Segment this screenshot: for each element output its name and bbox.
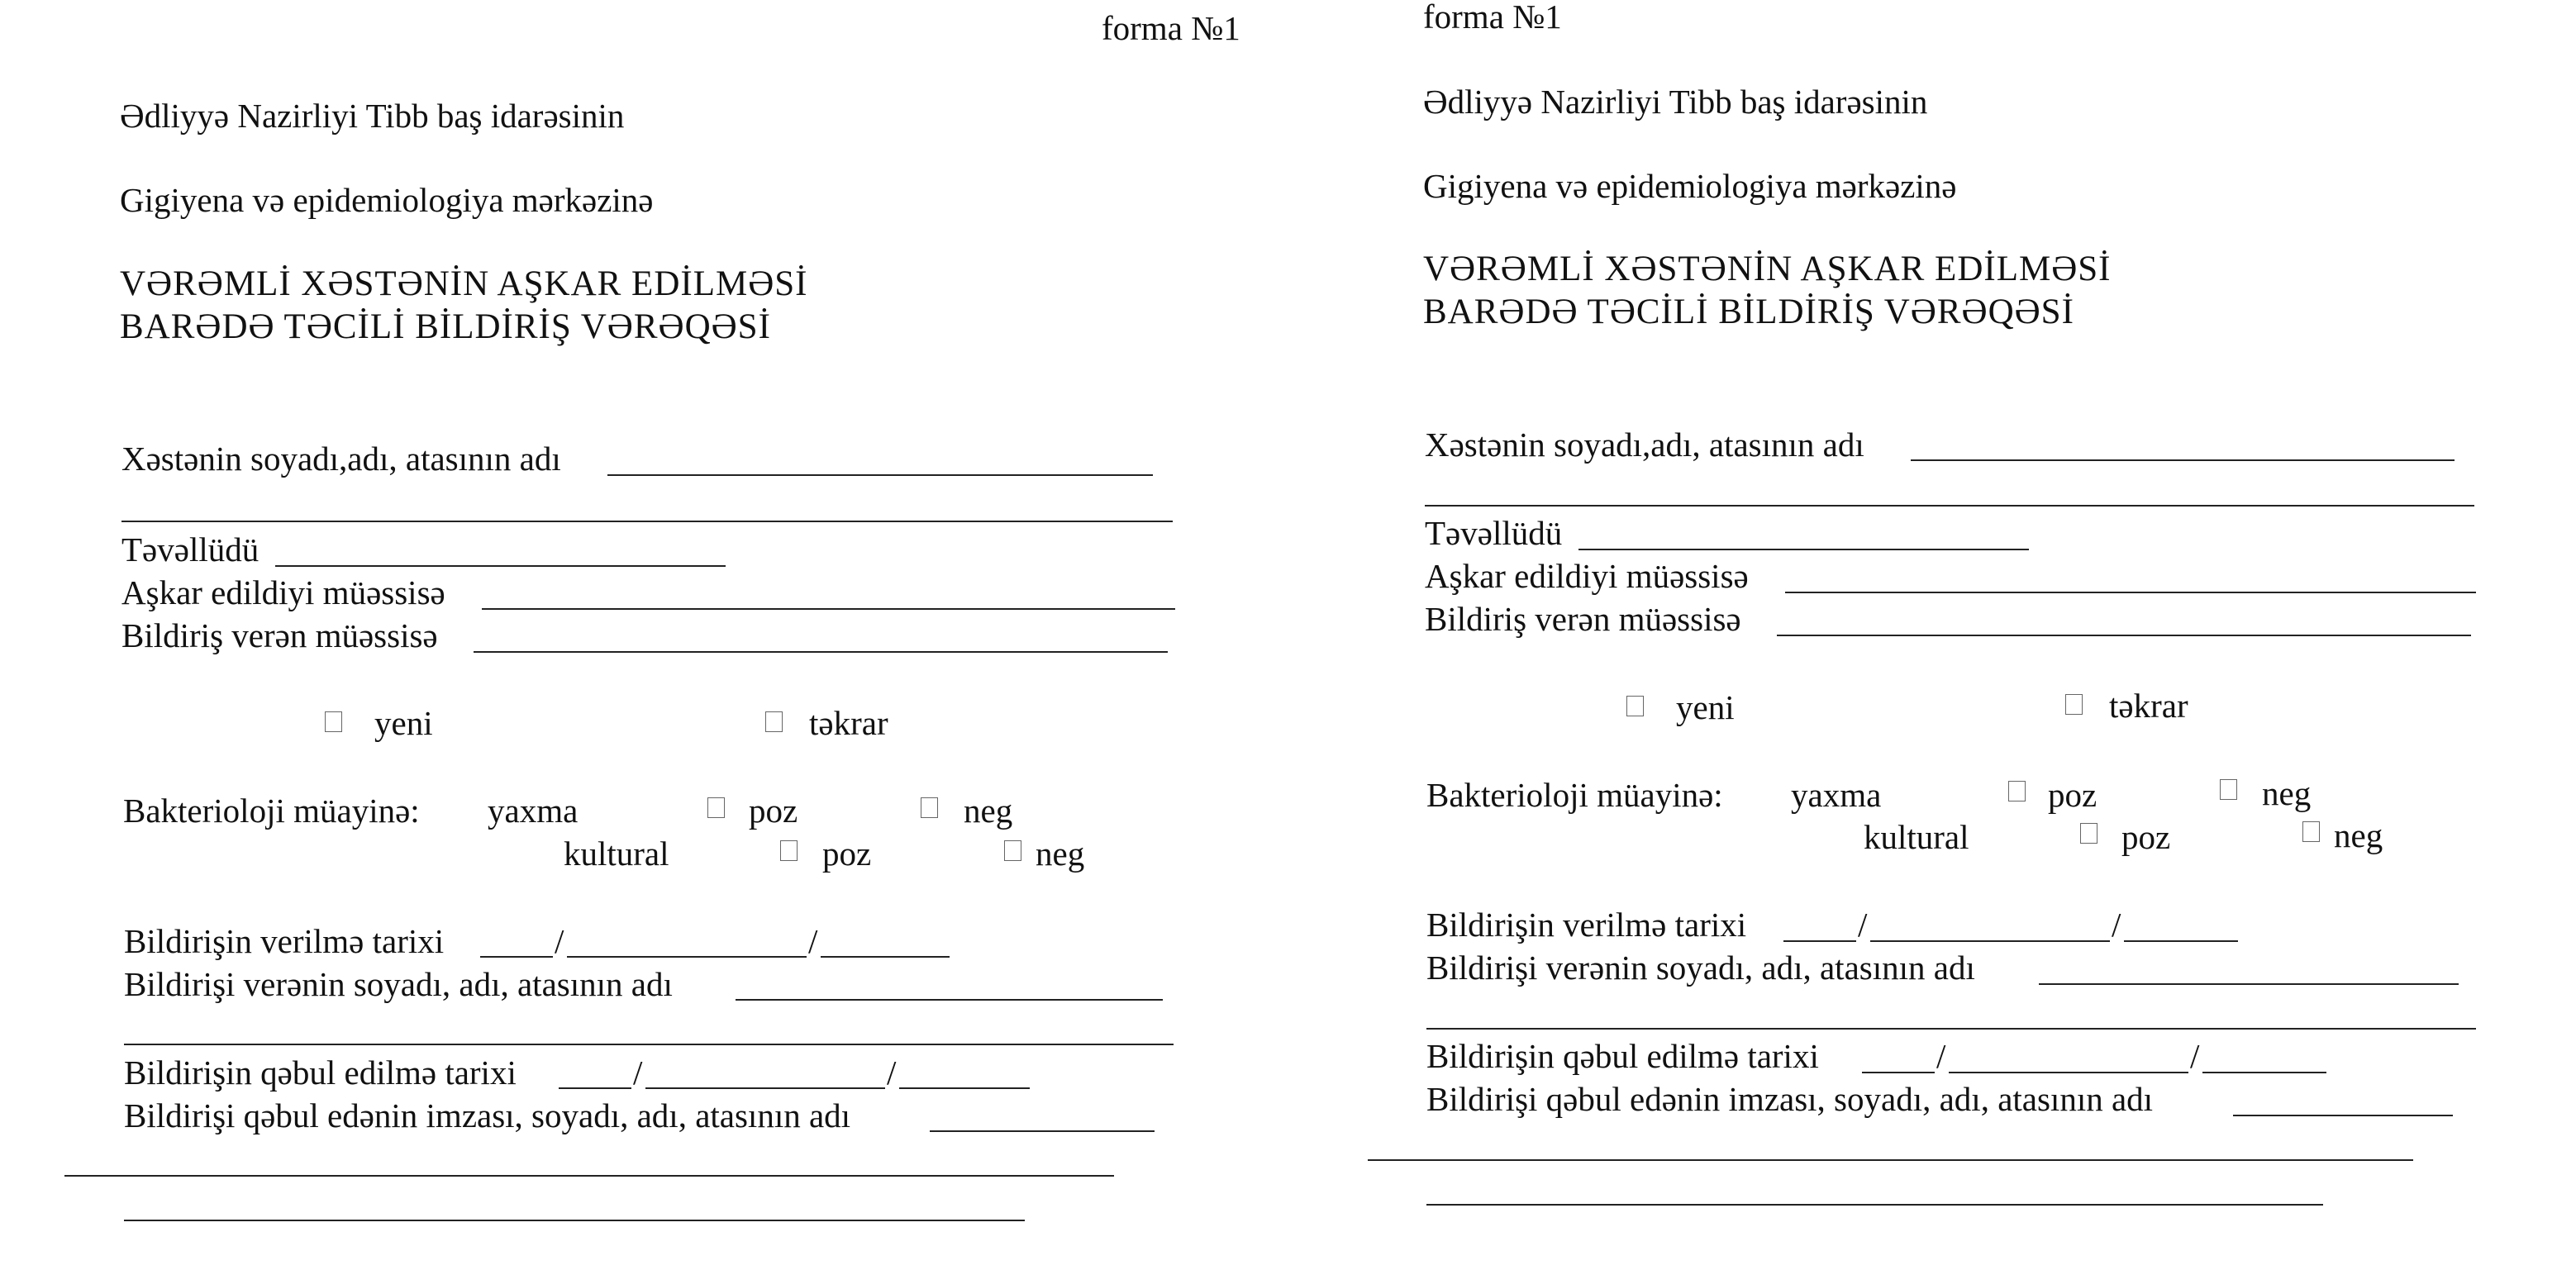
birth-year-label: Təvəllüdü — [121, 530, 260, 568]
detected-institution-label: Aşkar edildiyi müəssisə — [121, 573, 445, 611]
receiver-signature-label: Bildirişi qəbul edənin imzası, soyadı, adı, atasının adı — [124, 1096, 851, 1134]
organization-line-2: Gigiyena və epidemiologiya mərkəzinə — [1423, 167, 1957, 205]
date-separator: / — [633, 1054, 643, 1092]
smear-positive-checkbox[interactable] — [2008, 781, 2026, 801]
form-number-label: forma №1 — [1102, 9, 1240, 47]
smear-label: yaxma — [1791, 776, 1882, 814]
report-date-month-field[interactable] — [1870, 940, 2110, 942]
smear-negative-checkbox[interactable] — [921, 797, 938, 818]
form-title-line-2: BARƏDƏ TƏCİLİ BİLDİRİŞ VƏRƏQƏSİ — [1423, 293, 2074, 331]
case-repeat-label: təkrar — [809, 704, 888, 742]
report-date-year-field[interactable] — [821, 956, 950, 958]
culture-label: kultural — [564, 835, 669, 873]
receiver-signature-field-line-3[interactable] — [1426, 1204, 2323, 1206]
patient-name-field[interactable] — [607, 474, 1153, 476]
patient-name-label: Xəstənin soyadı,adı, atasının adı — [121, 440, 561, 478]
culture-label: kultural — [1864, 818, 1969, 856]
culture-negative-checkbox[interactable] — [2302, 821, 2320, 842]
date-separator: / — [2112, 906, 2121, 944]
smear-negative-checkbox[interactable] — [2220, 779, 2237, 800]
culture-positive-checkbox[interactable] — [2080, 823, 2097, 844]
receiver-signature-label: Bildirişi qəbul edənin imzası, soyadı, adı, atasının adı — [1426, 1080, 2154, 1118]
patient-name-field-line-2[interactable] — [1425, 505, 2474, 507]
reporting-institution-field[interactable] — [1777, 635, 2471, 636]
case-new-label: yeni — [374, 704, 433, 742]
birth-year-field[interactable] — [1578, 549, 2029, 550]
receiver-signature-field-line-3[interactable] — [124, 1220, 1025, 1221]
organization-line-1: Ədliyyə Nazirliyi Tibb baş idarəsinin — [120, 97, 625, 135]
case-repeat-checkbox[interactable] — [2065, 694, 2083, 715]
reporting-institution-label: Bildiriş verən müəssisə — [121, 616, 438, 654]
report-date-day-field[interactable] — [480, 956, 553, 958]
receipt-date-year-field[interactable] — [899, 1087, 1030, 1089]
receiver-signature-field-line-2[interactable] — [64, 1175, 1114, 1177]
receipt-date-month-field[interactable] — [1949, 1072, 2188, 1073]
birth-year-field[interactable] — [275, 565, 726, 567]
notification-form-right — [1306, 0, 2576, 1270]
receipt-date-day-field[interactable] — [1862, 1072, 1935, 1073]
receiver-signature-field-line-2[interactable] — [1368, 1159, 2413, 1161]
receipt-date-day-field[interactable] — [559, 1087, 631, 1089]
form-title-line-1: VƏRƏMLİ XƏSTƏNİN AŞKAR EDİLMƏSİ — [1423, 250, 2112, 288]
reporter-name-label: Bildirişi verənin soyadı, adı, atasının adı — [1426, 949, 1975, 987]
reporter-name-field-line-2[interactable] — [124, 1044, 1174, 1045]
receipt-date-label: Bildirişin qəbul edilmə tarixi — [124, 1054, 517, 1092]
culture-negative-label: neg — [1036, 835, 1085, 873]
date-separator: / — [1936, 1037, 1946, 1075]
smear-negative-label: neg — [964, 792, 1013, 830]
report-date-year-field[interactable] — [2124, 940, 2238, 942]
smear-positive-checkbox[interactable] — [707, 797, 725, 818]
date-separator: / — [2190, 1037, 2200, 1075]
form-title-line-2: BARƏDƏ TƏCİLİ BİLDİRİŞ VƏRƏQƏSİ — [120, 307, 771, 346]
culture-negative-checkbox[interactable] — [1004, 840, 1021, 861]
report-date-day-field[interactable] — [1783, 940, 1856, 942]
case-new-checkbox[interactable] — [325, 711, 342, 732]
detected-institution-field[interactable] — [482, 608, 1175, 610]
date-separator: / — [1858, 906, 1868, 944]
patient-name-label: Xəstənin soyadı,adı, atasının adı — [1425, 426, 1864, 464]
culture-positive-label: poz — [2121, 818, 2171, 856]
report-date-label: Bildirişin verilmə tarixi — [124, 922, 445, 960]
date-separator: / — [555, 922, 564, 960]
detected-institution-field[interactable] — [1785, 592, 2476, 593]
case-new-label: yeni — [1676, 688, 1735, 726]
patient-name-field-line-2[interactable] — [121, 521, 1173, 522]
receipt-date-month-field[interactable] — [645, 1087, 885, 1089]
culture-negative-label: neg — [2334, 816, 2383, 854]
receiver-signature-field[interactable] — [2233, 1115, 2453, 1116]
bacteriological-exam-label: Bakterioloji müayinə: — [123, 792, 420, 830]
case-repeat-checkbox[interactable] — [765, 711, 783, 732]
date-separator: / — [887, 1054, 897, 1092]
bacteriological-exam-label: Bakterioloji müayinə: — [1426, 776, 1723, 814]
reporter-name-field-line-2[interactable] — [1426, 1028, 2476, 1030]
smear-positive-label: poz — [749, 792, 798, 830]
receipt-date-label: Bildirişin qəbul edilmə tarixi — [1426, 1037, 1819, 1075]
form-number-label: forma №1 — [1423, 0, 1562, 36]
detected-institution-label: Aşkar edildiyi müəssisə — [1425, 557, 1749, 595]
reporting-institution-field[interactable] — [474, 651, 1168, 653]
form-title-line-1: VƏRƏMLİ XƏSTƏNİN AŞKAR EDİLMƏSİ — [120, 264, 808, 303]
receipt-date-year-field[interactable] — [2202, 1072, 2326, 1073]
smear-negative-label: neg — [2262, 774, 2312, 812]
organization-line-1: Ədliyyə Nazirliyi Tibb baş idarəsinin — [1423, 83, 1928, 121]
patient-name-field[interactable] — [1911, 459, 2455, 461]
case-new-checkbox[interactable] — [1626, 696, 1644, 716]
birth-year-label: Təvəllüdü — [1425, 514, 1563, 552]
reporter-name-field[interactable] — [736, 999, 1163, 1001]
reporter-name-label: Bildirişi verənin soyadı, adı, atasının adı — [124, 965, 673, 1003]
report-date-label: Bildirişin verilmə tarixi — [1426, 906, 1747, 944]
organization-line-2: Gigiyena və epidemiologiya mərkəzinə — [120, 181, 654, 219]
smear-positive-label: poz — [2048, 776, 2097, 814]
receiver-signature-field[interactable] — [930, 1130, 1155, 1132]
smear-label: yaxma — [488, 792, 579, 830]
case-repeat-label: təkrar — [2109, 687, 2188, 725]
culture-positive-checkbox[interactable] — [780, 840, 798, 861]
date-separator: / — [808, 922, 818, 960]
culture-positive-label: poz — [822, 835, 872, 873]
report-date-month-field[interactable] — [567, 956, 807, 958]
reporting-institution-label: Bildiriş verən müəssisə — [1425, 600, 1741, 638]
reporter-name-field[interactable] — [2039, 983, 2459, 985]
